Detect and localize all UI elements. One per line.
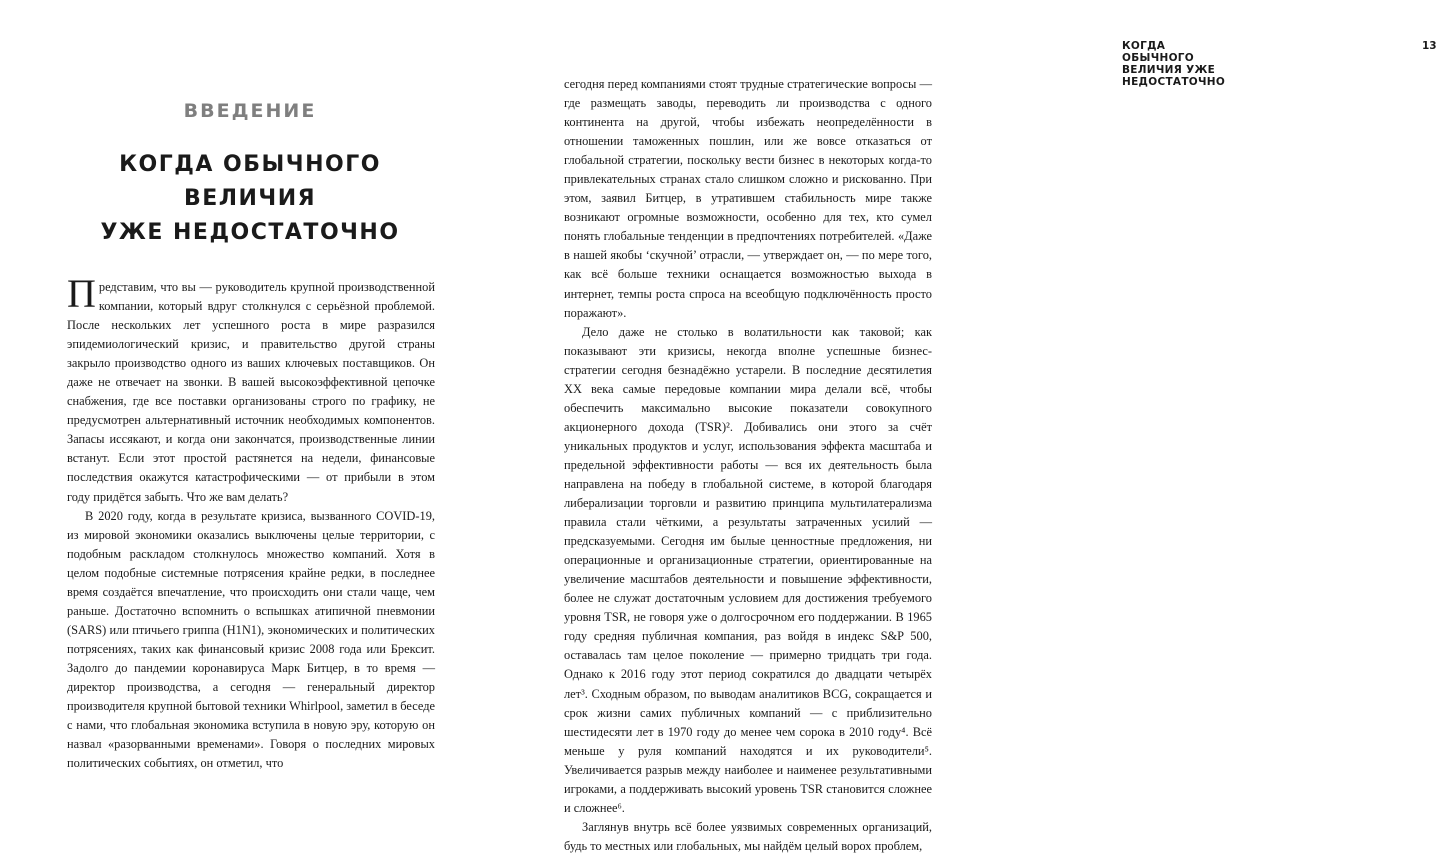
running-head: КОГДА ОБЫЧНОГО ВЕЛИЧИЯ УЖЕ НЕДОСТАТОЧНО (1122, 40, 1226, 88)
chapter-title-line: УЖЕ НЕДОСТАТОЧНО (100, 220, 400, 245)
paragraph: Заглянув внутрь всё более уязвимых современных организаций, будь то местных или глобальных, мы найдём целый ворох проблем, (564, 819, 932, 853)
paragraph: Дело даже не столько в волатильности как таковой; как показывают эти кризисы, некогда вполне успешные бизнес-стратегии сегодня безнадёжно устарели. В последние десятилетия XX века самые передовые компании мира делали всё, чтобы обеспечить максимально высокие показатели совокупного акционерного дохода (TSR)². Добивались они этого за счёт уникальных продуктов и услуг, использования эффекта масштаба и предельной эффективности работы — вся их деятельность была направлена на победу в глобальной системе, в которой благодаря либерализации торговли и развитию принципа мультилатерализма правила стали чёткими, а результаты затраченных усилий — предсказуемыми. Сегодня им былые ценностные предложения, ни операционные и организационные стратегии, ориентированные на увеличение масштабов деятельности и повышение эффективности, более не служат достаточным условием для достижения требуемого уровня TSR, не говоря уже о долгосрочном его поддержании. В 1965 году средняя публичная компания, раз войдя в индекс S&P 500, оставалась там целое поколение — примерно тридцать три года. Однако к 2016 году этот период сократился до двадцати четырёх лет³. Сходным образом, по выводам аналитиков BCG, сокращается и срок жизни самих публичных компаний — с приблизительно шестидесяти лет в 1970 году до менее чем сорока в 2010 году⁴. Всё меньше у руля компаний находятся и их руководители⁵. Увеличивается разрыв между наиболее и наименее результативными игроками, а поддерживать высокий уровень TSR становится сложнее и сложнее⁶. (564, 324, 932, 815)
paragraph-text: редставим, что вы — руководитель крупной производственной компании, который вдруг столкнулся с серьёзной проблемой. После нескольких лет успешного роста в мире разразился эпидемиологический кризис, и правительство другой страны закрыло производство одного из ваших ключевых поставщиков. Он даже не отвечает на звонки. В вашей высокоэффективной цепочке снабжения, где все поставки организованы строго по графику, не предусмотрен альтернативный источник необходимых компонентов. Запасы иссякают, и когда они закончатся, производственные линии встанут. Если этот простой растянется на недели, финансовые последствия окажутся катастрофическими — от прибыли в этом году придётся забыть. Что же вам делать? (67, 280, 435, 504)
paragraph: В 2020 году, когда в результате кризиса, вызванного COVID-19, из мировой экономики оказались выключены целые территории, с подобным раскладом столкнулось множество компаний. Хотя в целом подобные системные потрясения крайне редки, в последнее время создаётся впечатление, что происходить они стали чаще, чем раньше. Достаточно вспомнить о вспышках атипичной пневмонии (SARS) или птичьего гриппа (H1N1), экономических и политических потрясениях, таких как финансовый кризис 2008 года или Брексит. Задолго до пандемии коронавируса Марк Битцер, в то время — директор производства, а сегодня — генеральный директор производителя крупной бытовой техники Whirlpool, заметил в беседе с нами, что глобальная экономика вступила в новую эру, которую он назвал «разорванными временами». Говоря о последних мировых политических событиях, он отметил, что (67, 508, 436, 771)
chapter-label: ВВЕДЕНИЕ (183, 100, 317, 122)
chapter-title (62, 148, 438, 250)
drop-cap: П (67, 271, 96, 316)
page-number: 13 (1422, 40, 1437, 52)
chapter-title-line: КОГДА ОБЫЧНОГО ВЕЛИЧИЯ (119, 152, 381, 211)
paragraph: сегодня перед компаниями стоят трудные стратегические вопросы — где размещать заводы, переводить ли производства с одного континента на другой, чтобы избежать неопределённости в отношении таможенных пошлин, или же вовсе отказаться от глобальной стратегии, поскольку вести бизнес в некоторых когда-то привлекательных странах стало слишком сложно и рискованно. При этом, заявил Битцер, в утратившем стабильность мире также возникают огромные возможности, особенно для тех, кто сумел понять глобальные тенденции в предпочтениях потребителей. «Даже в нашей якобы ‘скучной’ отрасли, — утверждает он, — по мере того, как всё больше техники оснащается возможностью выхода в интернет, темпы роста спроса на всеобщую подключённость просто поражают». (564, 77, 932, 320)
paragraph (67, 271, 435, 507)
body-text-column-right (564, 75, 932, 856)
body-text-column (67, 271, 436, 773)
left-page (0, 0, 500, 771)
